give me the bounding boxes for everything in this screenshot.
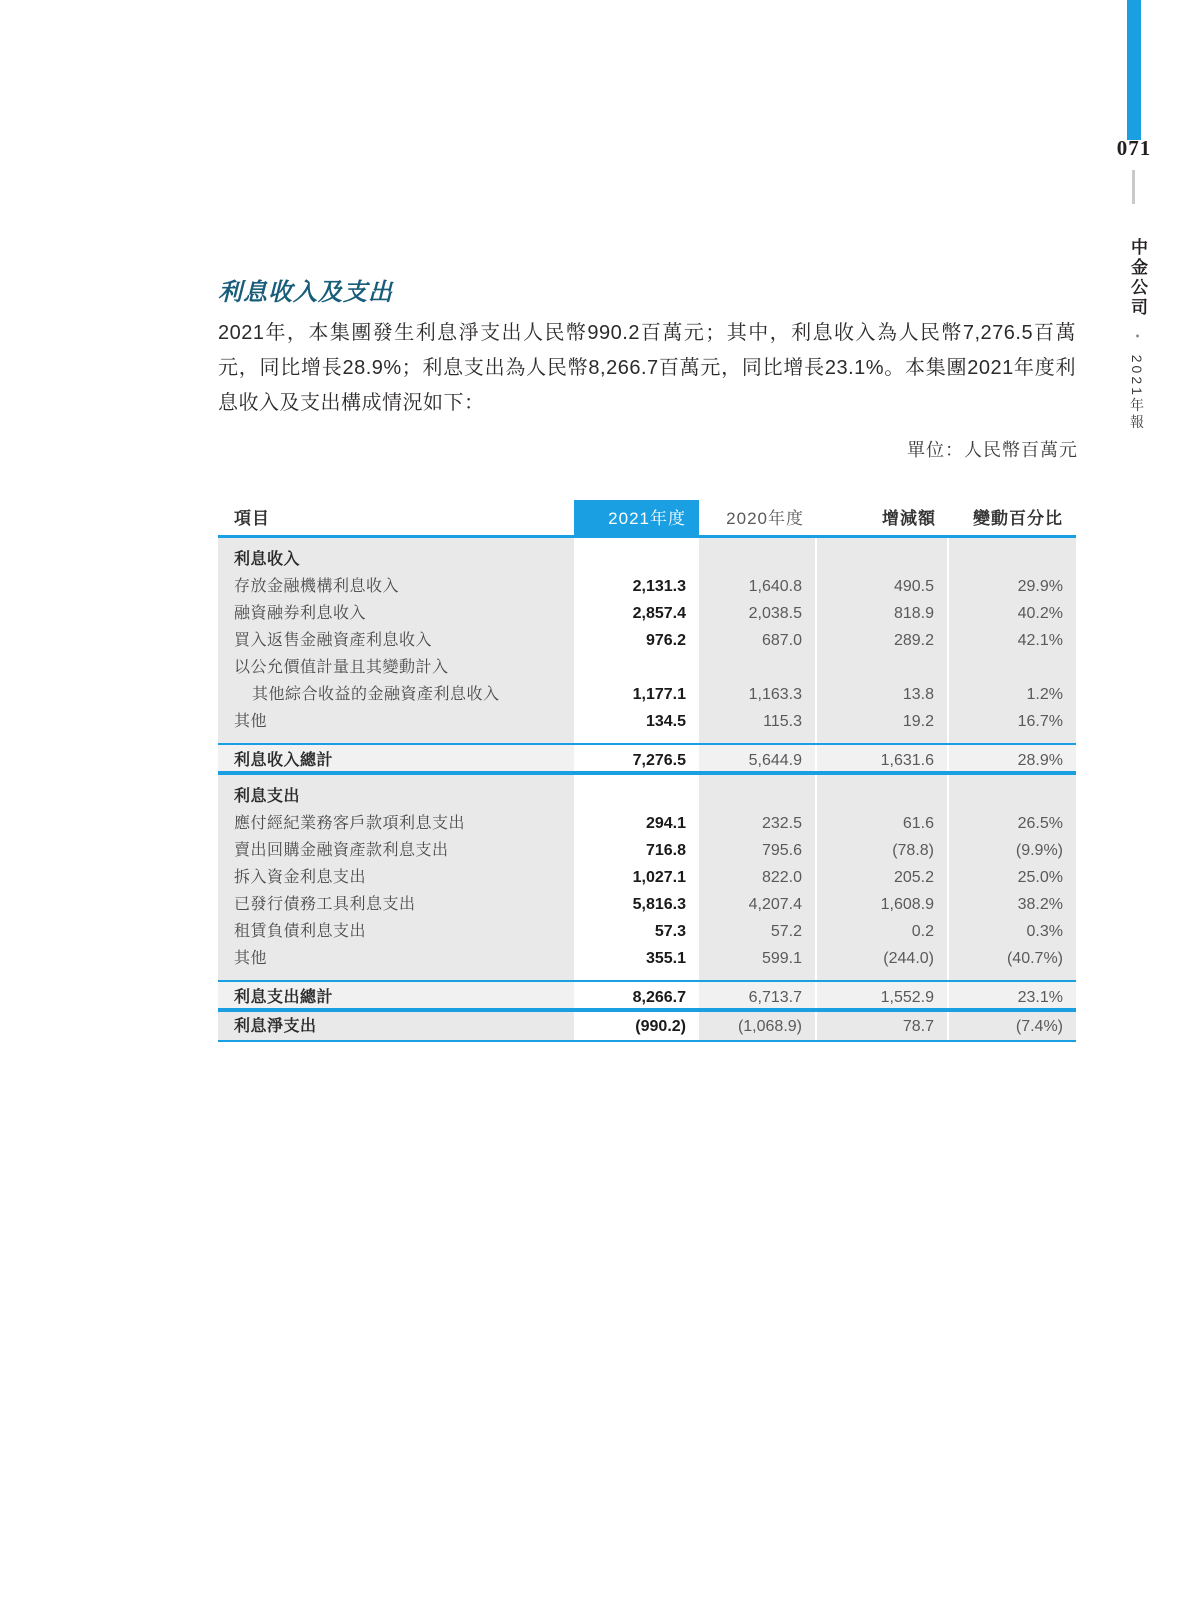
table-cell-item: 利息淨支出 (218, 1012, 574, 1040)
table-cell-change: 13.8 (817, 681, 949, 708)
table-cell-item: 其他 (218, 708, 574, 735)
table-cell-item: 其他 (218, 945, 574, 972)
table-cell-item: 買入返售金融資產利息收入 (218, 627, 574, 654)
table-cell-pct (949, 783, 1076, 810)
table-cell-item: 租賃負債利息支出 (218, 918, 574, 945)
table-cell-pct: 16.7% (949, 708, 1076, 735)
table-body (218, 538, 1076, 1042)
table-cell-change: 1,608.9 (817, 891, 949, 918)
table-cell-item: 利息收入 (218, 546, 574, 573)
table-cell-2020: 599.1 (699, 945, 817, 972)
table-row-data (218, 864, 1076, 891)
table-cell-pct: (9.9%) (949, 837, 1076, 864)
table-cell-item (218, 972, 574, 980)
page-number-tick (1132, 170, 1135, 204)
table-cell-pct: 40.2% (949, 600, 1076, 627)
table-row-spacer (218, 775, 1076, 783)
table-cell-2020: 822.0 (699, 864, 817, 891)
table-cell-2020: 1,640.8 (699, 573, 817, 600)
table-cell-item: 已發行債務工具利息支出 (218, 891, 574, 918)
table-row-data (218, 654, 1076, 681)
table-row-data (218, 600, 1076, 627)
table-cell-2020 (699, 775, 817, 783)
table-cell-2021 (574, 546, 699, 573)
table-cell-2020: 795.6 (699, 837, 817, 864)
table-cell-pct: (40.7%) (949, 945, 1076, 972)
column-header-2020: 2020年度 (726, 509, 804, 528)
accent-bar (1127, 0, 1141, 140)
table-cell-pct: 29.9% (949, 573, 1076, 600)
page-number: 071 (1116, 136, 1152, 160)
table-cell-item: 以公允價值計量且其變動計入 (218, 654, 574, 681)
table-cell-item: 利息支出總計 (218, 982, 574, 1008)
table-cell-change: 1,552.9 (817, 982, 949, 1008)
table-cell-2020: (1,068.9) (699, 1012, 817, 1040)
table-cell-change: 205.2 (817, 864, 949, 891)
edition-label: 2021年報 (1129, 354, 1145, 432)
table-cell-2021: 8,266.7 (574, 982, 699, 1008)
table-cell-2020 (699, 546, 817, 573)
table-row-spacer (218, 972, 1076, 980)
table-cell-change: 78.7 (817, 1012, 949, 1040)
table-cell-2021 (574, 735, 699, 743)
sidebar-vertical-text (1118, 238, 1150, 432)
unit-note: 單位：人民幣百萬元 (907, 440, 1078, 460)
table-cell-change: 289.2 (817, 627, 949, 654)
interest-table (218, 500, 1076, 1042)
table-cell-2021: 1,177.1 (574, 681, 699, 708)
table-cell-change: 490.5 (817, 573, 949, 600)
table-row-spacer (218, 735, 1076, 743)
table-cell-2021: 1,027.1 (574, 864, 699, 891)
table-cell-change: 19.2 (817, 708, 949, 735)
table-row-data (218, 810, 1076, 837)
table-cell-2021: 976.2 (574, 627, 699, 654)
table-row-net (218, 1012, 1076, 1042)
table-cell-2020: 687.0 (699, 627, 817, 654)
table-cell-item: 拆入資金利息支出 (218, 864, 574, 891)
table-cell-2020: 6,713.7 (699, 982, 817, 1008)
table-cell-item (218, 775, 574, 783)
table-cell-pct (949, 654, 1076, 681)
section-heading: 利息收入及支出 (218, 279, 393, 306)
table-cell-item (218, 538, 574, 546)
table-row-section (218, 546, 1076, 573)
table-cell-change (817, 775, 949, 783)
table-header-row (218, 500, 1076, 538)
table-cell-pct: 25.0% (949, 864, 1076, 891)
table-cell-pct: 1.2% (949, 681, 1076, 708)
table-cell-2021: 2,857.4 (574, 600, 699, 627)
table-row-data (218, 837, 1076, 864)
table-row-data (218, 918, 1076, 945)
table-cell-2020 (699, 735, 817, 743)
table-cell-item (218, 735, 574, 743)
table-cell-2021: 57.3 (574, 918, 699, 945)
table-row-total (218, 743, 1076, 775)
table-cell-pct (949, 972, 1076, 980)
table-row-data (218, 627, 1076, 654)
table-cell-2021: 716.8 (574, 837, 699, 864)
table-cell-2021 (574, 538, 699, 546)
column-header-item: 項目 (234, 509, 270, 528)
table-cell-2020: 57.2 (699, 918, 817, 945)
table-cell-2020: 1,163.3 (699, 681, 817, 708)
table-cell-change: 61.6 (817, 810, 949, 837)
table-cell-item: 應付經紀業務客戶款項利息支出 (218, 810, 574, 837)
table-row-data (218, 681, 1076, 708)
table-cell-pct: 38.2% (949, 891, 1076, 918)
table-row-total (218, 980, 1076, 1012)
table-row-data (218, 945, 1076, 972)
table-cell-change: 0.2 (817, 918, 949, 945)
table-cell-2021 (574, 783, 699, 810)
brand-name: 中金公司 (1128, 238, 1147, 318)
table-cell-change (817, 546, 949, 573)
table-row-data (218, 573, 1076, 600)
separator-dot-icon: • (1131, 334, 1143, 339)
table-cell-change (817, 972, 949, 980)
table-cell-change: (244.0) (817, 945, 949, 972)
column-header-change: 增減額 (882, 509, 936, 528)
table-row-section (218, 783, 1076, 810)
table-cell-2020: 232.5 (699, 810, 817, 837)
table-cell-pct: (7.4%) (949, 1012, 1076, 1040)
table-cell-pct: 23.1% (949, 982, 1076, 1008)
table-cell-2021: 5,816.3 (574, 891, 699, 918)
table-cell-2021: 355.1 (574, 945, 699, 972)
table-cell-pct: 28.9% (949, 745, 1076, 771)
table-cell-2021: 134.5 (574, 708, 699, 735)
table-row-data (218, 891, 1076, 918)
table-cell-change (817, 783, 949, 810)
table-cell-item: 其他綜合收益的金融資產利息收入 (218, 681, 574, 708)
table-cell-2020: 115.3 (699, 708, 817, 735)
table-cell-2020: 2,038.5 (699, 600, 817, 627)
table-cell-2021 (574, 775, 699, 783)
table-cell-2021: 7,276.5 (574, 745, 699, 771)
table-cell-change (817, 538, 949, 546)
table-cell-change (817, 735, 949, 743)
table-cell-change (817, 654, 949, 681)
table-cell-pct (949, 775, 1076, 783)
table-cell-pct: 42.1% (949, 627, 1076, 654)
column-header-2021: 2021年度 (574, 500, 699, 538)
table-cell-item: 利息支出 (218, 783, 574, 810)
table-row-data (218, 708, 1076, 735)
table-cell-item: 賣出回購金融資產款利息支出 (218, 837, 574, 864)
table-cell-pct (949, 735, 1076, 743)
table-cell-item: 利息收入總計 (218, 745, 574, 771)
table-cell-pct: 26.5% (949, 810, 1076, 837)
table-cell-item: 存放金融機構利息收入 (218, 573, 574, 600)
table-cell-change: 818.9 (817, 600, 949, 627)
table-cell-pct (949, 546, 1076, 573)
table-cell-2020: 4,207.4 (699, 891, 817, 918)
table-cell-2021: (990.2) (574, 1012, 699, 1040)
table-row-spacer (218, 538, 1076, 546)
table-cell-pct (949, 538, 1076, 546)
table-cell-2021 (574, 654, 699, 681)
column-header-percentage: 變動百分比 (973, 509, 1063, 528)
table-cell-2020 (699, 654, 817, 681)
table-cell-change: 1,631.6 (817, 745, 949, 771)
table-cell-2020 (699, 783, 817, 810)
table-cell-2021: 2,131.3 (574, 573, 699, 600)
table-cell-2020: 5,644.9 (699, 745, 817, 771)
table-cell-2021: 294.1 (574, 810, 699, 837)
table-cell-2020 (699, 538, 817, 546)
table-cell-2021 (574, 972, 699, 980)
table-cell-item: 融資融券利息收入 (218, 600, 574, 627)
body-paragraph: 2021年，本集團發生利息淨支出人民幣990.2百萬元；其中，利息收入為人民幣7,276.5百萬元，同比增長28.9%；利息支出為人民幣8,266.7百萬元，同比增長23.1%。本集團2021年度利息收入及支出構成情況如下： (218, 322, 1076, 414)
table-cell-change: (78.8) (817, 837, 949, 864)
table-cell-2020 (699, 972, 817, 980)
table-cell-pct: 0.3% (949, 918, 1076, 945)
